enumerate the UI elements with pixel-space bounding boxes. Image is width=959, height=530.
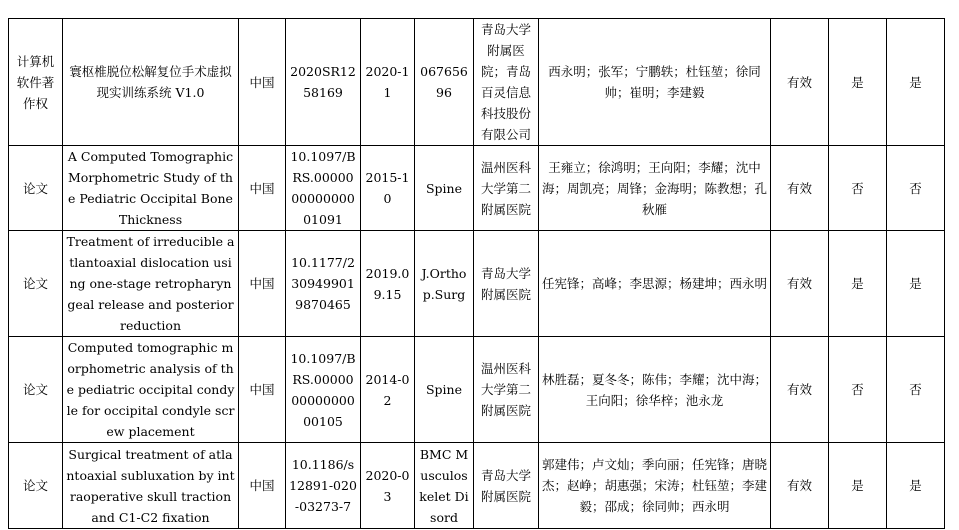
journal-cell: Spine [415, 146, 474, 231]
type-cell: 论文 [9, 231, 63, 337]
flag1-cell: 是 [829, 19, 887, 146]
title-cell: 寰枢椎脱位松解复位手术虚拟现实训练系统 V1.0 [63, 19, 239, 146]
authors-cell: 王雍立；徐鸿明；王向阳；李耀；沈中海；周凯亮；周锋；金海明；陈教想；孔秋雁 [539, 146, 771, 231]
number-cell: 10.1177/2309499019870465 [286, 231, 361, 337]
date-cell: 2014-02 [361, 337, 415, 443]
type-cell: 论文 [9, 146, 63, 231]
flag1-cell: 是 [829, 231, 887, 337]
title-cell: Computed tomographic morphometric analysis of the pediatric occipital condyle for occipital condyle screw placement [63, 337, 239, 443]
authors-cell: 林胜磊；夏冬冬；陈伟；李耀；沈中海；王向阳；徐华梓；池永龙 [539, 337, 771, 443]
org-cell: 温州医科大学第二附属医院 [474, 146, 539, 231]
status-cell: 有效 [771, 146, 829, 231]
date-cell: 2015-10 [361, 146, 415, 231]
org-cell: 温州医科大学第二附属医院 [474, 337, 539, 443]
flag1-cell: 否 [829, 337, 887, 443]
journal-cell: J.Orthop.Surg [415, 231, 474, 337]
number-cell: 10.1097/BRS.000000000000000105 [286, 337, 361, 443]
country-cell: 中国 [239, 443, 286, 529]
table-row [9, 337, 945, 443]
table-row [9, 146, 945, 231]
table-row [9, 231, 945, 337]
number-cell: 2020SR1258169 [286, 19, 361, 146]
status-cell: 有效 [771, 443, 829, 529]
type-cell: 论文 [9, 337, 63, 443]
flag2-cell: 是 [887, 443, 945, 529]
country-cell: 中国 [239, 146, 286, 231]
flag1-cell: 否 [829, 146, 887, 231]
org-cell: 青岛大学附属医院 [474, 231, 539, 337]
type-cell: 论文 [9, 443, 63, 529]
authors-cell: 任宪锋；高峰；李思源；杨建坤；西永明 [539, 231, 771, 337]
country-cell: 中国 [239, 231, 286, 337]
authors-cell: 西永明；张军；宁鹏轶；杜钰堃；徐同帅；崔明；李建毅 [539, 19, 771, 146]
number-cell: 10.1186/s12891-020-03273-7 [286, 443, 361, 529]
status-cell: 有效 [771, 231, 829, 337]
journal-cell: BMC Musculoskelet Disord [415, 443, 474, 529]
type-cell: 计算机软件著作权 [9, 19, 63, 146]
authors-cell: 郭建伟；卢文灿；季向丽；任宪锋；唐晓杰；赵峥；胡惠强；宋涛；杜钰堃；李建毅；邵成；徐同帅；西永明 [539, 443, 771, 529]
table-row [9, 443, 945, 529]
title-cell: Surgical treatment of atlantoaxial subluxation by intraoperative skull traction and C1-C2 fixation [63, 443, 239, 529]
journal-cell: 06765696 [415, 19, 474, 146]
table-row [9, 19, 945, 146]
org-cell: 青岛大学附属医院；青岛百灵信息科技股份有限公司 [474, 19, 539, 146]
date-cell: 2020-03 [361, 443, 415, 529]
flag2-cell: 否 [887, 146, 945, 231]
status-cell: 有效 [771, 19, 829, 146]
status-cell: 有效 [771, 337, 829, 443]
achievements-table [8, 18, 945, 529]
flag2-cell: 否 [887, 337, 945, 443]
date-cell: 2020-11 [361, 19, 415, 146]
title-cell: Treatment of irreducible atlantoaxial dislocation using one-stage retropharyngeal release and posterior reduction [63, 231, 239, 337]
title-cell: A Computed Tomographic Morphometric Study of the Pediatric Occipital Bone Thickness [63, 146, 239, 231]
journal-cell: Spine [415, 337, 474, 443]
flag2-cell: 是 [887, 231, 945, 337]
org-cell: 青岛大学附属医院 [474, 443, 539, 529]
date-cell: 2019.09.15 [361, 231, 415, 337]
flag1-cell: 是 [829, 443, 887, 529]
country-cell: 中国 [239, 337, 286, 443]
country-cell: 中国 [239, 19, 286, 146]
number-cell: 10.1097/BRS.000000000000001091 [286, 146, 361, 231]
flag2-cell: 是 [887, 19, 945, 146]
